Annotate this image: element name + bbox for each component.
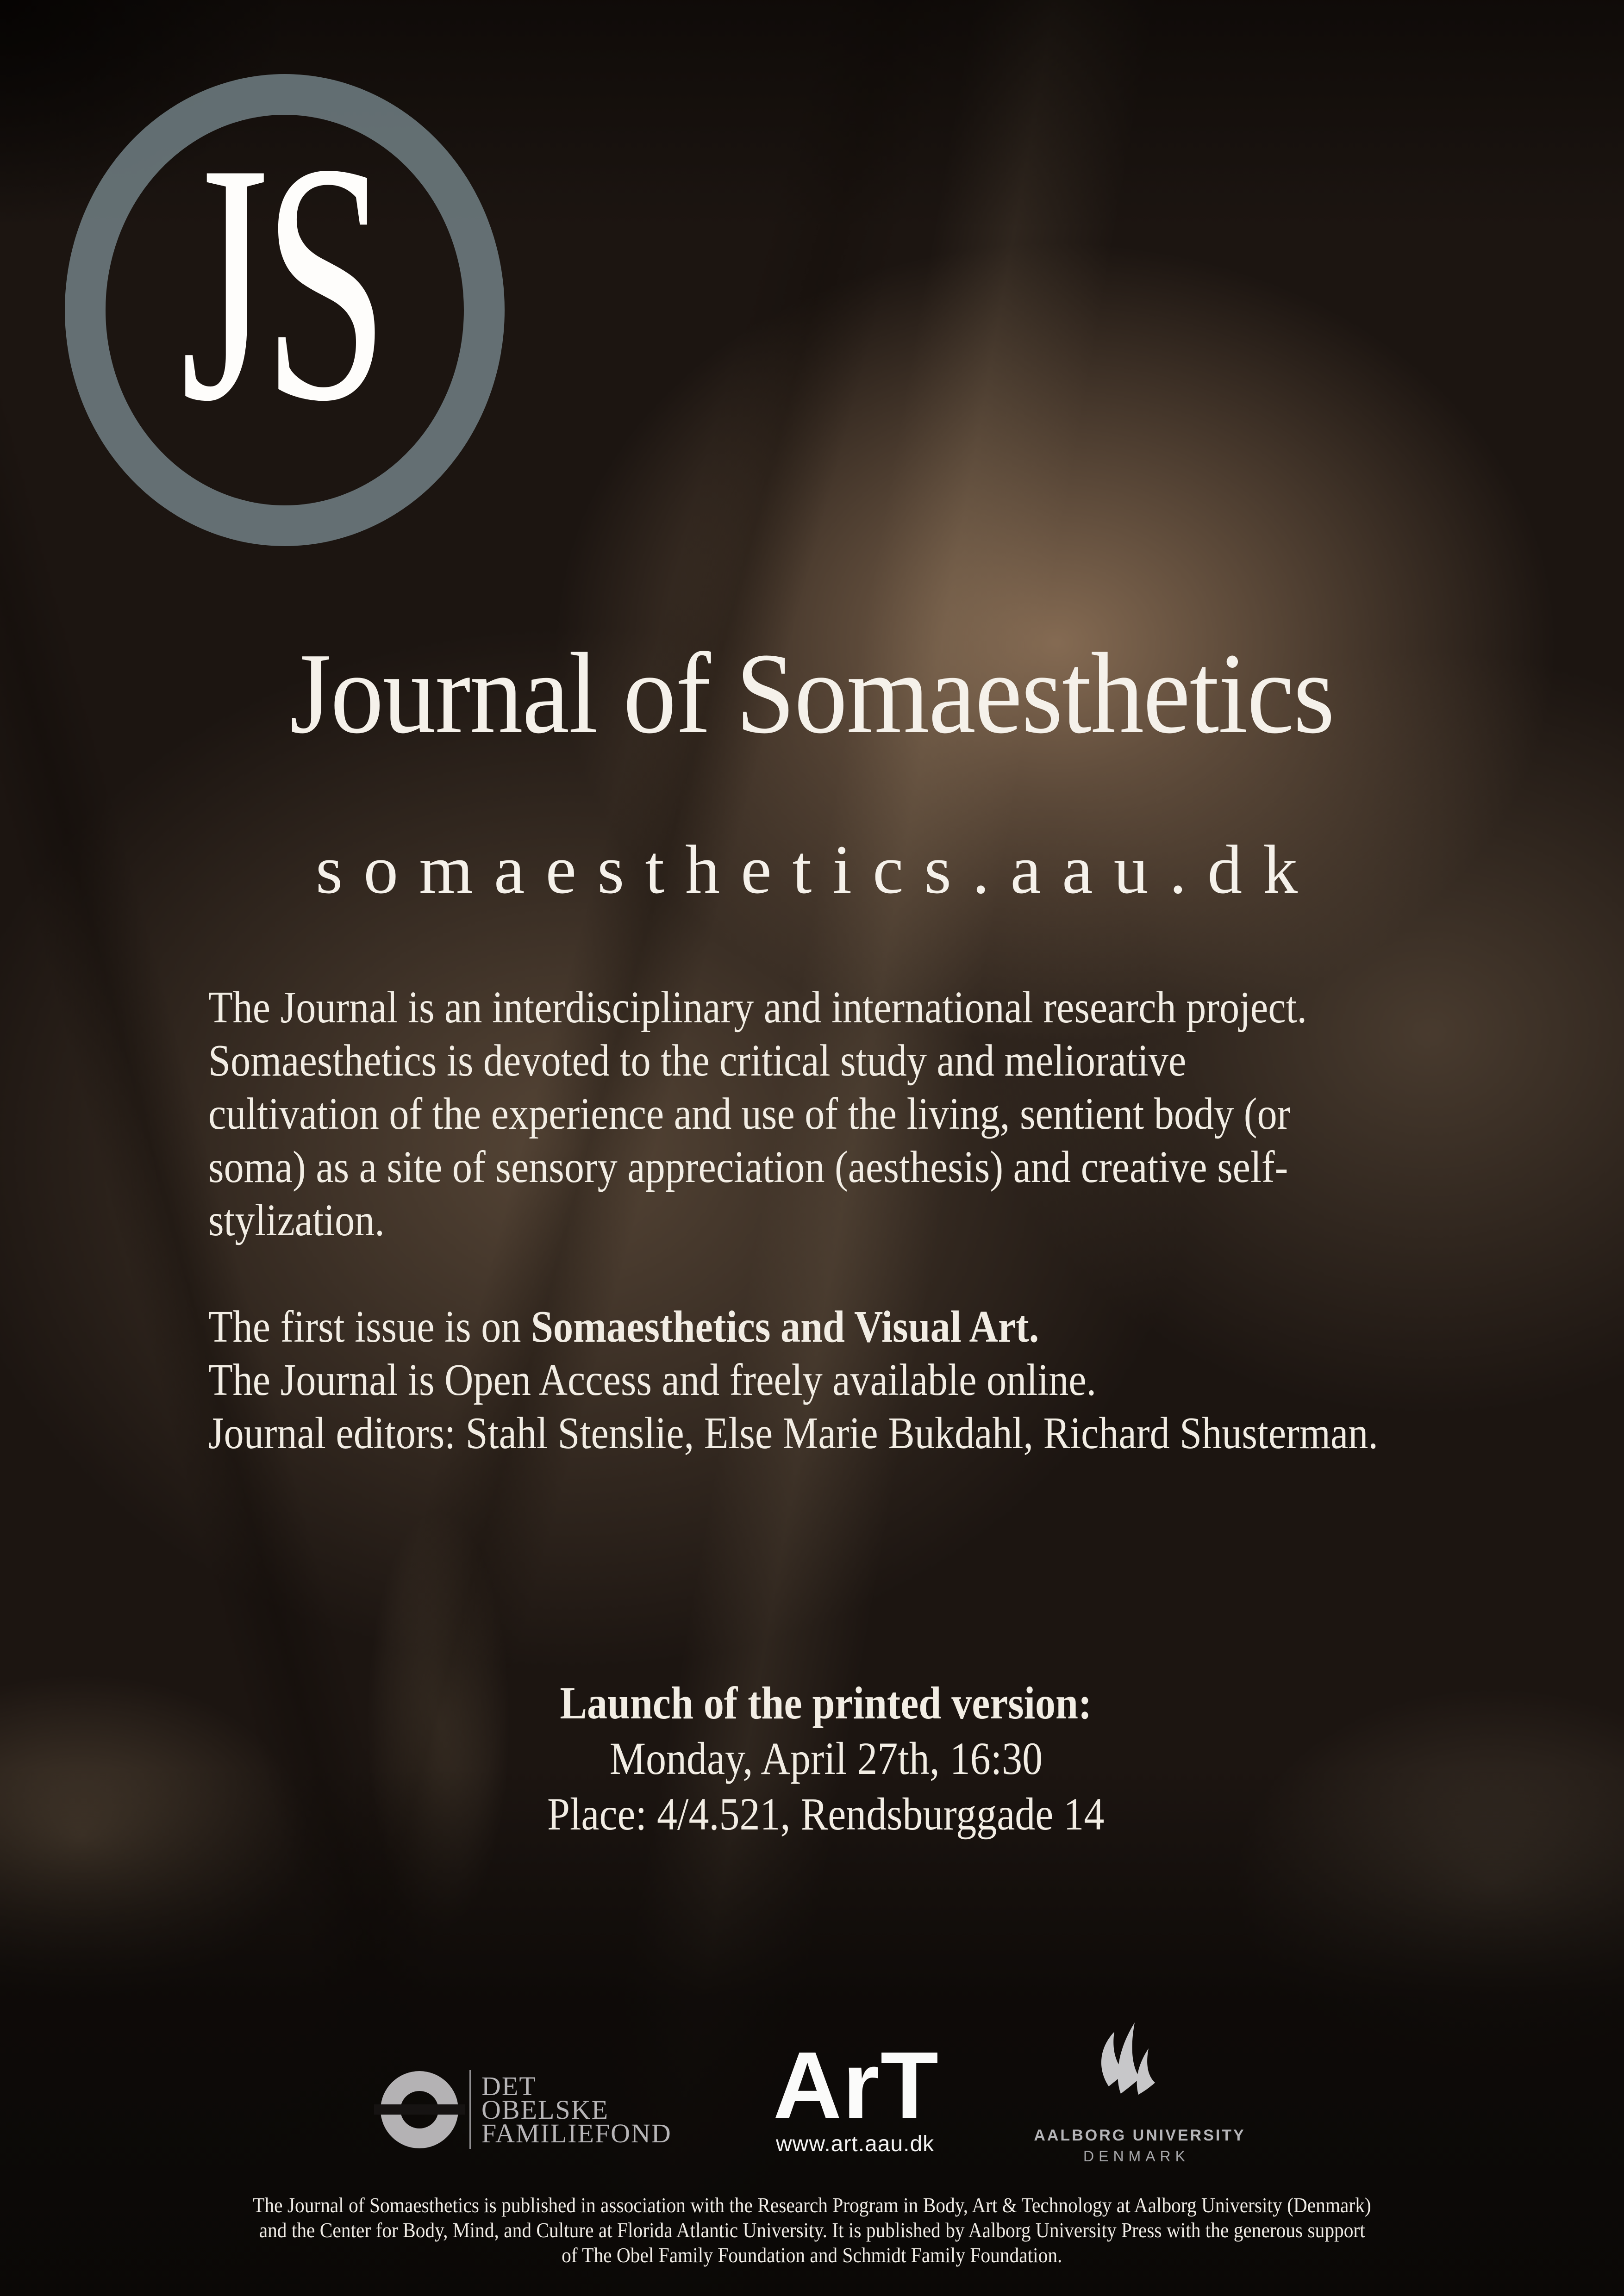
journal-monogram: JS xyxy=(181,93,383,472)
about-line: stylization. xyxy=(208,1195,385,1245)
journal-website: somaesthetics.aau.dk xyxy=(315,831,1319,908)
obel-wordmark: DET OBELSKE FAMILIEFOND xyxy=(481,2071,672,2148)
page-title xyxy=(0,629,1624,758)
about-line: cultivation of the experience and use of the living, sentient body (or xyxy=(208,1089,1291,1139)
about-line: The Journal is an interdisciplinary and international research project. xyxy=(208,983,1307,1033)
aau-flame-icon xyxy=(1093,2022,1168,2104)
launch-heading: Launch of the printed version: xyxy=(560,1677,1092,1729)
first-issue-title: Somaesthetics and Visual Art. xyxy=(531,1302,1039,1352)
editors-line: Journal editors: Stahl Stenslie, Else Marie Bukdahl, Richard Shusterman. xyxy=(208,1408,1378,1458)
about-paragraph xyxy=(208,981,1457,1247)
aau-country: DENMARK xyxy=(1083,2148,1190,2165)
art-program-url: www.art.aau.dk xyxy=(776,2132,935,2156)
colophon-line: of The Obel Family Foundation and Schmidt Family Foundation. xyxy=(562,2243,1062,2267)
aalborg-university-logo xyxy=(1028,2018,1259,2171)
about-line: soma) as a site of sensory appreciation (aesthesis) and creative self- xyxy=(208,1142,1288,1192)
aau-name: AALBORG UNIVERSITY xyxy=(1034,2127,1246,2144)
launch-info xyxy=(14,1675,1624,1842)
about-line: Somaesthetics is devoted to the critical study and meliorative xyxy=(208,1036,1187,1086)
issue-info xyxy=(208,1300,1537,1460)
obel-divider xyxy=(469,2070,471,2149)
colophon-line: and the Center for Body, Mind, and Culture at Florida Atlantic University. It is published by Aalborg University Press with the generous support xyxy=(259,2218,1365,2242)
obel-ring-slit xyxy=(374,2104,465,2115)
colophon xyxy=(0,2193,1624,2268)
first-issue-line xyxy=(208,1300,1537,1354)
page-title-text: Journal of Somaesthetics xyxy=(290,629,1334,758)
open-access-line: The Journal is Open Access and freely available online. xyxy=(208,1355,1097,1405)
obel-foundation-logo xyxy=(381,2069,714,2171)
launch-location: Place: 4/4.521, Rendsburggade 14 xyxy=(547,1788,1105,1840)
launch-datetime: Monday, April 27th, 16:30 xyxy=(609,1733,1043,1784)
colophon-line: The Journal of Somaesthetics is published in association with the Research Program in Body, Art & Technology at Aalborg University (Denmark) xyxy=(253,2193,1371,2217)
art-program-logo: ArT xyxy=(773,2032,940,2138)
first-issue-prefix: The first issue is on xyxy=(208,1302,531,1352)
